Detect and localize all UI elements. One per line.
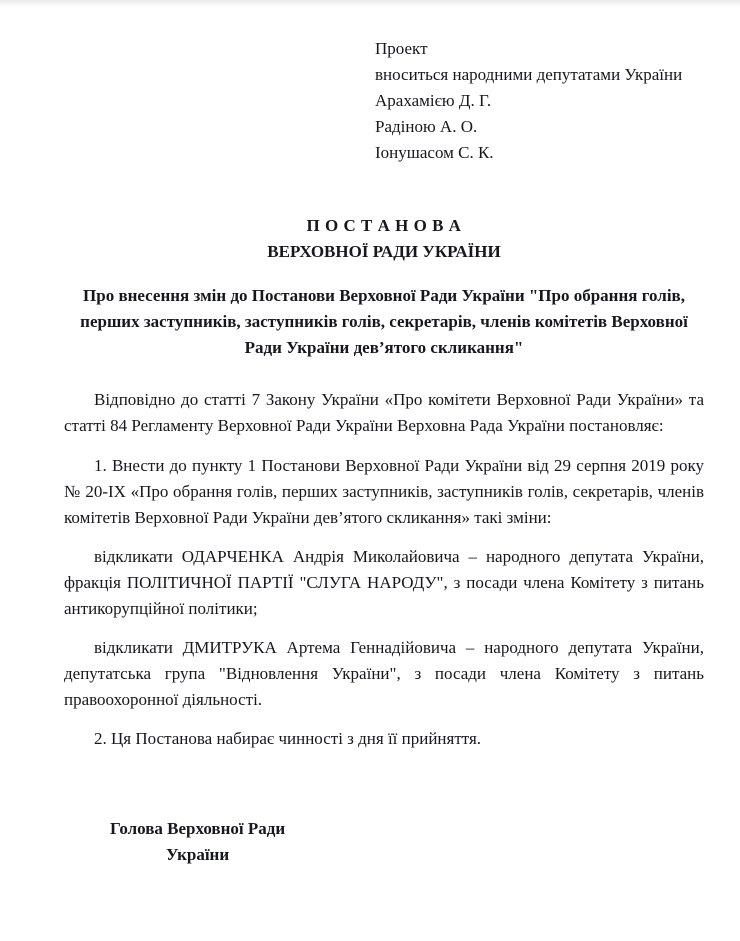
signature-block — [110, 816, 285, 868]
resolution-heading: П О С Т А Н О В А — [306, 216, 462, 235]
paragraph-entry-into-force: 2. Ця Постанова набирає чинності з дня її прийняття. — [94, 729, 482, 748]
issuer-heading: ВЕРХОВНОЇ РАДИ УКРАЇНИ — [267, 242, 501, 261]
deputy-name-arakhamiia: Арахамією Д. Г. — [375, 91, 492, 110]
document-body — [64, 387, 704, 752]
paragraph-item-1: 1. Внести до пункту 1 Постанови Верховної Ради України від 29 серпня 2019 року № 20-IX «Про обрання голів, перших заступників, заступників голів, секретарів, членів комітетів Верховної Ради України дев’ятого скликання» такі зміни: — [64, 456, 704, 527]
document-title: Про внесення змін до Постанови Верховної Ради України "Про обрання голів, перших заступників, заступників голів, секретарів, членів комітетів Верховної Ради України дев’ятого скликання" — [80, 286, 688, 357]
document-type-heading — [64, 213, 704, 265]
deputy-name-ionushas: Іонушасом С. К. — [375, 143, 494, 162]
paragraph-legal-basis: Відповідно до статті 7 Закону України «Про комітети Верховної Ради України» та статті 84 Регламенту Верховної Ради України Верховна Рада України постановляє: — [64, 390, 704, 435]
paragraph-recall-dmytruk: відкликати ДМИТРУКА Артема Геннадійовича – народного депутата України, депутатська група "Відновлення України", з посади члена Комітету з питань правоохоронної діяльності. — [64, 638, 704, 709]
submission-header-block — [375, 36, 704, 166]
deputy-name-radina: Радіною А. О. — [375, 117, 478, 136]
draft-label: Проект — [375, 39, 428, 58]
signature-title-line-2: України — [165, 845, 230, 864]
paragraph-recall-odarchenko: відкликати ОДАРЧЕНКА Андрія Миколайовича – народного депутата України, фракція ПОЛІТИЧНОЇ ПАРТІЇ "СЛУГА НАРОДУ", з посади члена Комітету з питань антикорупційної політики; — [64, 547, 704, 618]
submitted-by-line: вноситься народними депутатами України — [375, 65, 683, 84]
signature-title-line-1: Голова Верховної Ради — [110, 819, 286, 838]
